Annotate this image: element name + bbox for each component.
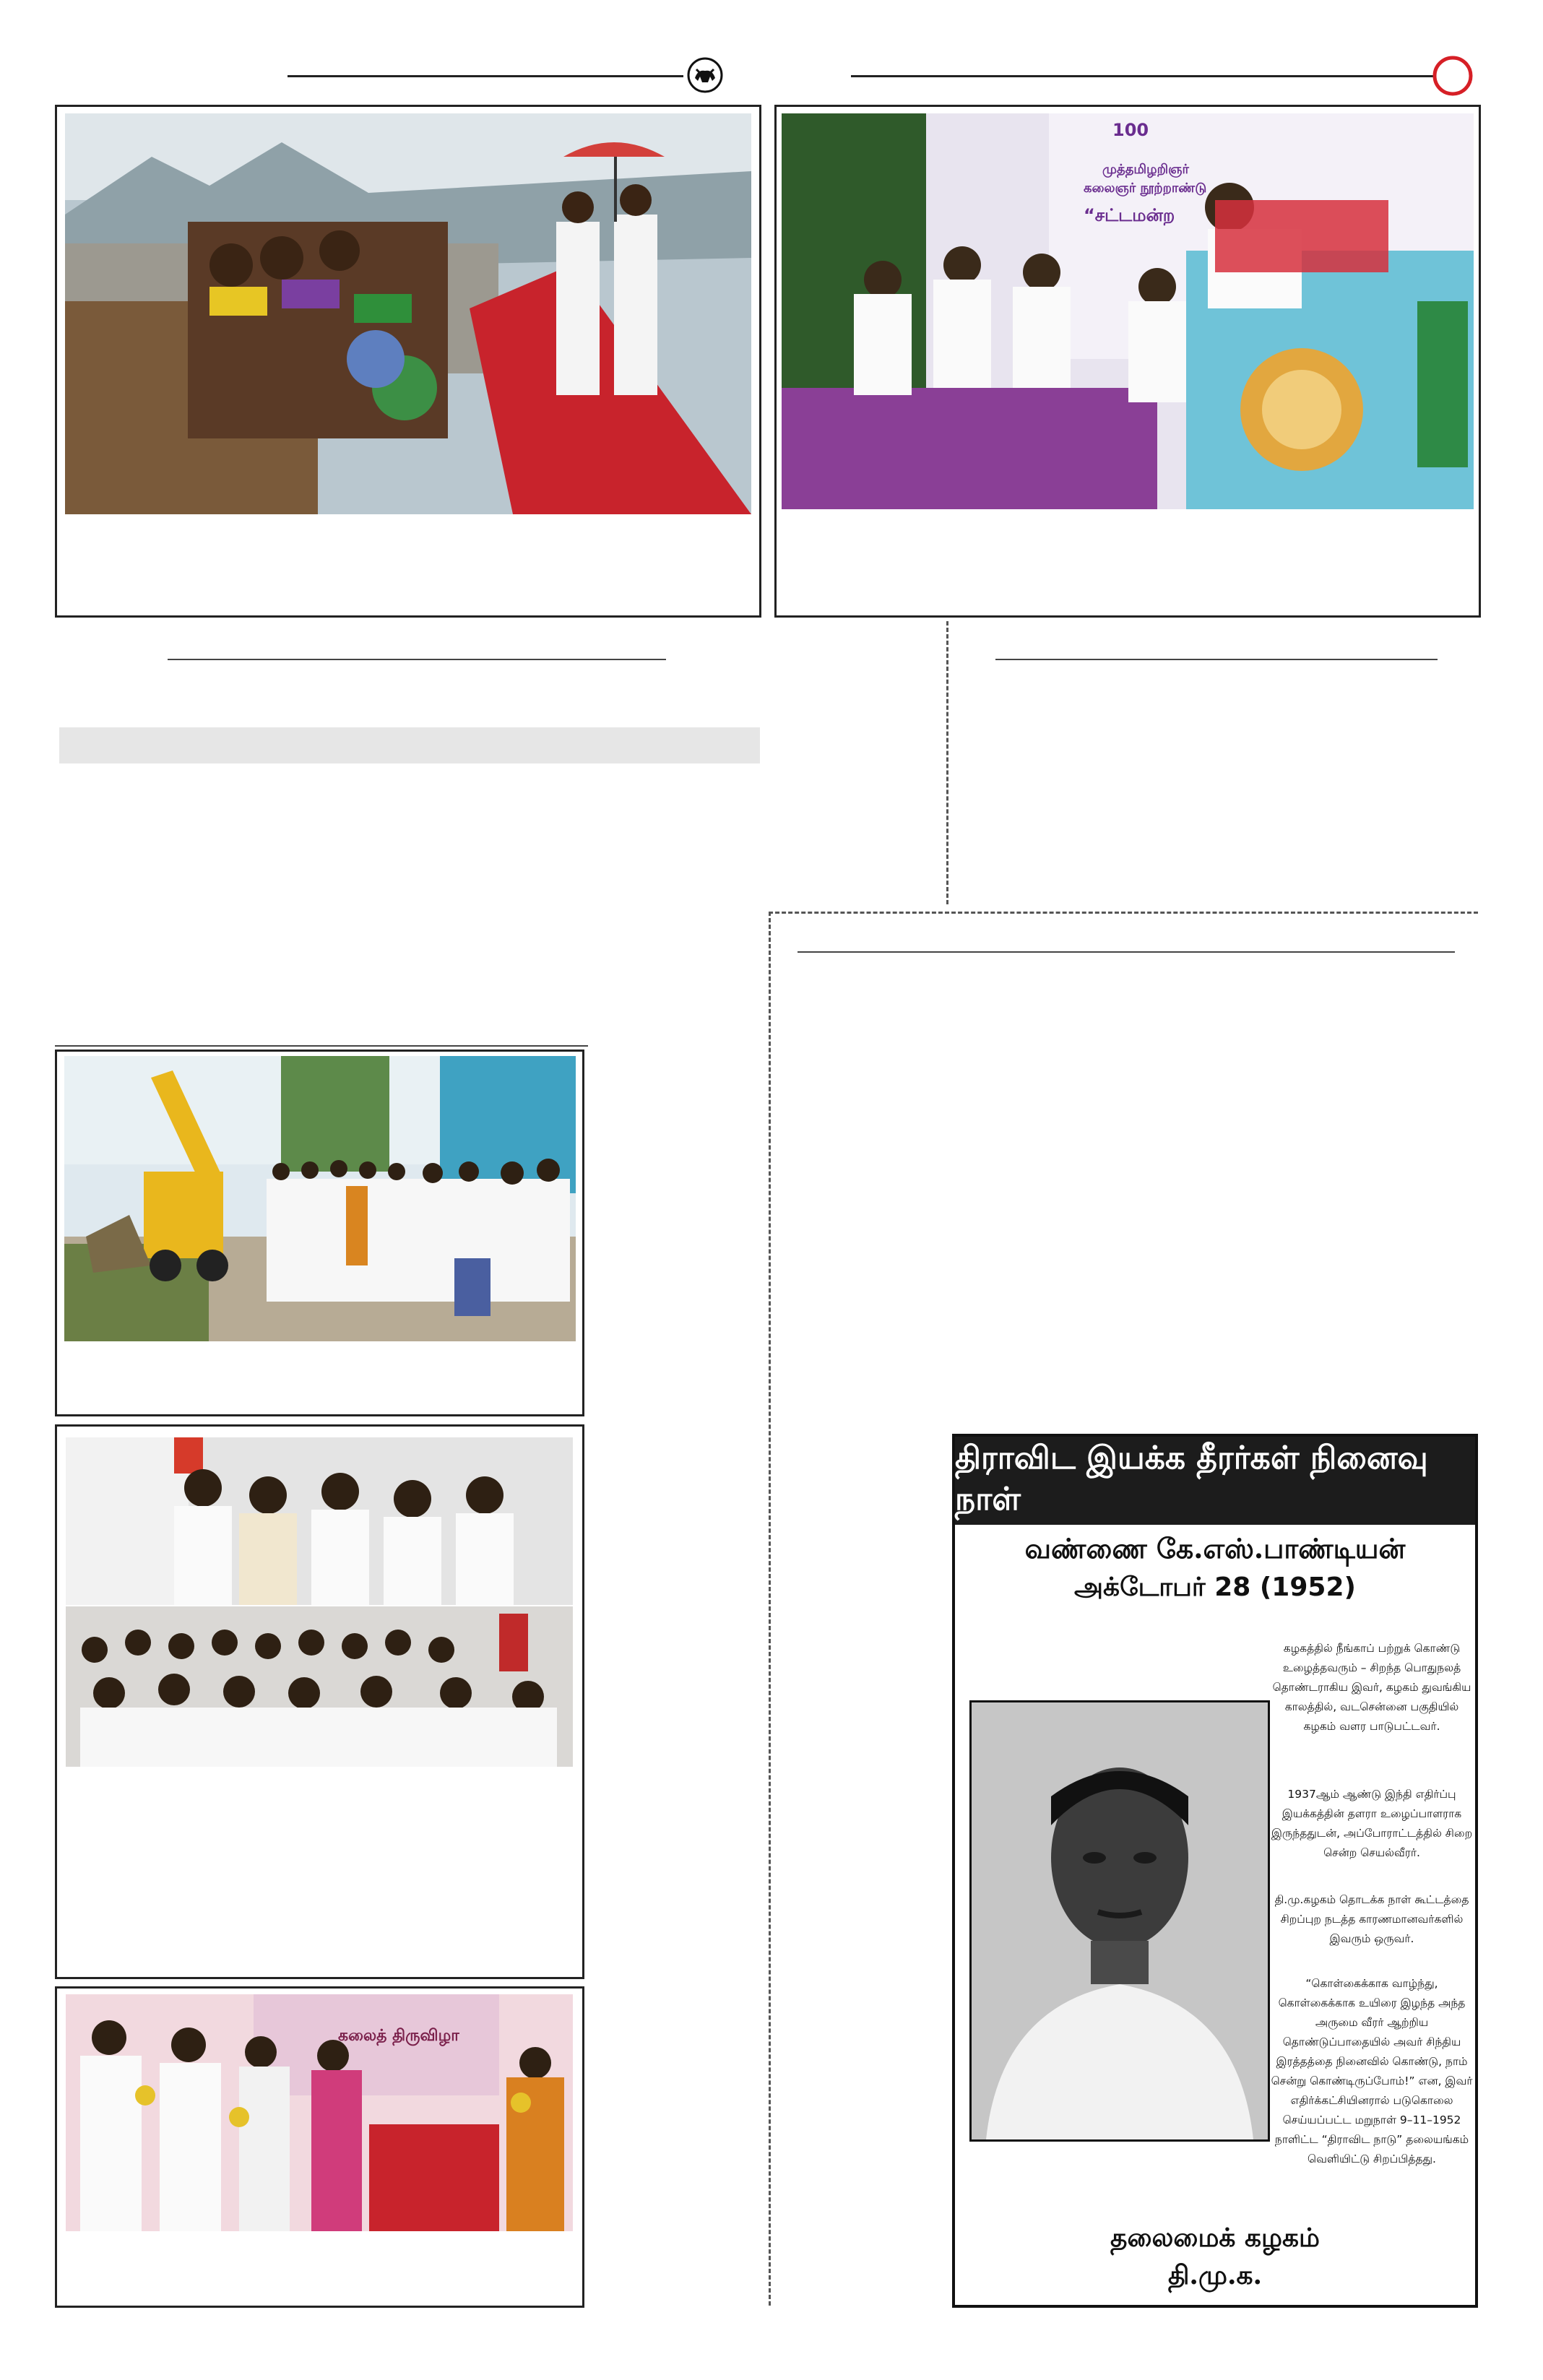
bull-emblem-icon — [686, 56, 724, 94]
obituary-paragraph-1: கழகத்தில் நீங்காப் பற்றுக் கொண்டு உழைத்தவரும் – சிறந்த பொதுநலத் தொண்டராகிய இவர், கழகம் துவங்கிய காலத்தில், வடசென்னை பகுதியில் கழகம் வளர பாடுபட்டவர். — [1272, 1642, 1471, 1733]
column-separator-lower — [769, 912, 771, 2306]
photo2-banner-line1: முத்தமிழறிஞர் — [1102, 162, 1189, 177]
section-rule-right — [995, 659, 1438, 660]
obituary-panel — [952, 1434, 1478, 2308]
column-separator-upper — [946, 621, 948, 904]
obituary-paragraph-3: தி.மு.கழகம் தொடக்க நாள் கூட்டத்தை சிறப்புற நடத்த காரணமானவர்களில் இவரும் ஒருவர். — [1274, 1893, 1469, 1945]
header-rule-left — [288, 75, 683, 77]
photo5-banner-title: கலைத் திருவிழா — [338, 2027, 459, 2045]
obituary-footer-party: தி.மு.க. — [1167, 2260, 1263, 2290]
circle-emblem-icon — [1432, 55, 1474, 97]
header-rule-right — [851, 75, 1435, 77]
photo-meeting-bottom — [66, 1606, 573, 1767]
gray-heading-bar — [59, 727, 760, 763]
obituary-footer-org: தலைமைக் கழகம் — [1110, 2223, 1320, 2253]
section-separator — [769, 912, 1478, 914]
obituary-date: அக்டோபர் 28 (1952) — [1074, 1572, 1356, 1602]
photo-road-work — [64, 1056, 576, 1341]
obituary-paragraph-2: 1937ஆம் ஆண்டு இந்தி எதிர்ப்பு இயக்கத்தின் தளரா உழைப்பாளராக இருந்ததுடன், அப்போராட்டத்தில் சிறை சென்ற செயல்வீரர். — [1271, 1788, 1473, 1859]
photo3-top-rule — [55, 1045, 588, 1047]
photo2-badge: 100 — [1112, 120, 1149, 140]
photo-temple-ceremony — [65, 113, 751, 514]
photo2-banner-line2: கலைஞர் நூற்றாண்டு — [1084, 181, 1207, 196]
obituary-paragraph-4: “கொள்கைக்காக வாழ்ந்து, கொள்கைக்காக உயிரை இழந்த அந்த அருமை வீரர் ஆற்றிய தொண்டுப்பாதையில் அவர் சிந்திய இரத்தத்தை நினைவில் கொண்டு, நாம் சென்று கொண்டிருப்போம்!” என, இவர் எதிர்க்கட்சியினரால் படுகொலை செய்யப்பட்ட மறுநாள் 9–11–1952 நாளிட்ட “திராவிட நாடு” தலையங்கம் வெளியிட்டு சிறப்பித்தது. — [1271, 1977, 1473, 2165]
obituary-name: வண்ணை கே.எஸ்.பாண்டியன் — [1024, 1532, 1406, 1565]
obituary-header: திராவிட இயக்க தீரர்கள் நினைவு நாள் — [955, 1437, 1475, 1525]
photo-meeting-top — [66, 1437, 573, 1605]
photo-art-festival — [66, 1994, 573, 2231]
obituary-portrait — [969, 1700, 1270, 2142]
section-rule-left — [168, 659, 666, 660]
photo2-banner-line3: “சட்டமன்ற — [1084, 205, 1175, 225]
section-rule-lower-right — [798, 951, 1455, 953]
